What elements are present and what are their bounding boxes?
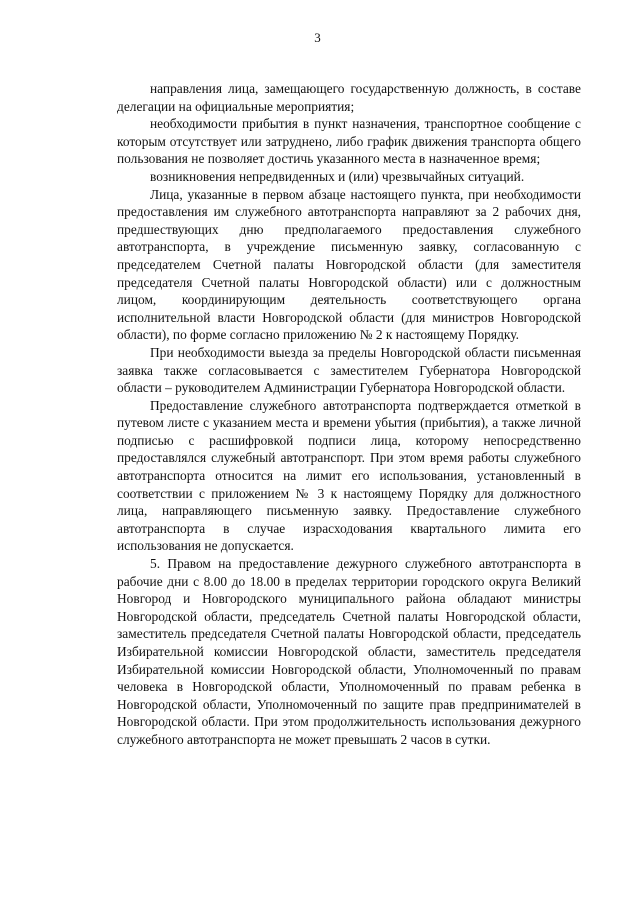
- paragraph-request-procedure: Лица, указанные в первом абзаце настоящего пункта, при необходимости предоставления им служебного автотранспорта направляют за 2 рабочих дня, предшествующих дню предполагаемого предоставления служебного автотранспорта, в учреждение письменную заявку, согласованную с председателем Счетной палаты Новгородской области (для заместителя председателя Счетной палаты Новгородской области) или с должностным лицом, координирующим деятельность соответствующего органа исполнительной власти Новгородской области (для министров Новгородской области), по форме согласно приложению № 2 к настоящему Порядку.: [117, 186, 581, 343]
- page-number: 3: [314, 30, 321, 45]
- paragraph-transport-access: необходимости прибытия в пункт назначения, транспортное сообщение с которым отсутствует или затруднено, либо график движения транспорта общего пользования не позволяет достичь указанного места в назначенное время;: [117, 116, 581, 167]
- paragraph-emergency: возникновения непредвиденных и (или) чрезвычайных ситуаций.: [150, 168, 525, 184]
- paragraph-waybill-confirmation: Предоставление служебного автотранспорта подтверждается отметкой в путевом листе с указанием места и времени убытия (прибытия), а также личной подписью с расшифровкой подписи лица, которому непосредственно предоставлялся служебный автотранспорт. При этом время работы служебного автотранспорта относится на лимит его использования, установленный в соответствии с приложением № 3 к настоящему Порядку для должностного лица, направляющего письменную заявку. Предоставление служебного автотранспорта в случае израсходования квартального лимита его использования не допускается.: [117, 397, 581, 554]
- paragraph-delegation: направления лица, замещающего государственную должность, в составе делегации на официальные мероприятия;: [117, 81, 581, 114]
- paragraph-duty-transport-right: 5. Правом на предоставление дежурного служебного автотранспорта в рабочие дни с 8.00 до 18.00 в пределах территории городского округа Великий Новгород и Новгородского муниципального района обладают министры Новгородской области, председатель Счетной палаты Новгородской области, заместитель председателя Счетной палаты Новгородской области, председатель Избирательной комиссии Новгородской области, заместитель председателя Избирательной комиссии Новгородской области, Уполномоченный по правам человека в Новгородской области, Уполномоченный по правам ребенка в Новгородской области, Уполномоченный по защите прав предпринимателей в Новгородской области. При этом продолжительность использования дежурного служебного автотранспорта не может превышать 2 часов в сутки.: [117, 556, 581, 747]
- document-body: [117, 80, 581, 749]
- paragraph-outside-region: При необходимости выезда за пределы Новгородской области письменная заявка также согласовывается с заместителем Губернатора Новгородской области – руководителем Администрации Губернатора Новгородской области.: [117, 344, 581, 396]
